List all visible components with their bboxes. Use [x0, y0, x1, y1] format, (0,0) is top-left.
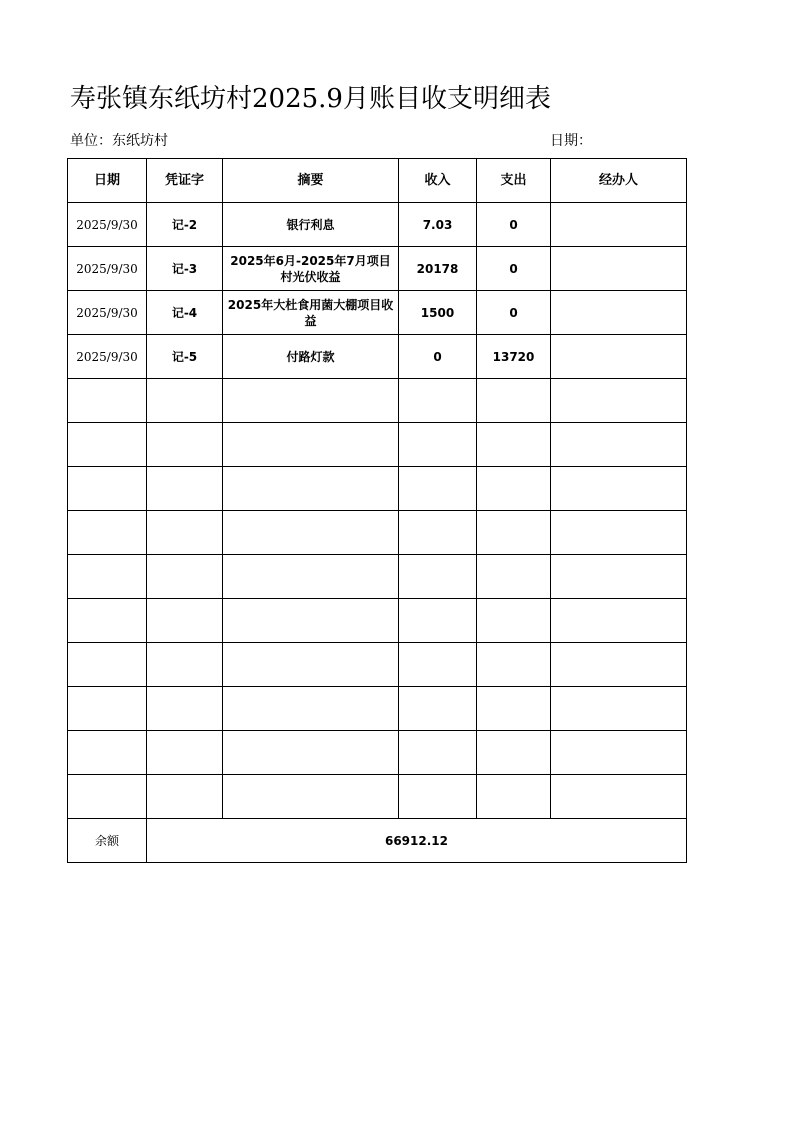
- empty-cell: [477, 731, 551, 775]
- empty-cell: [477, 379, 551, 423]
- cell-voucher: 记-2: [147, 203, 223, 247]
- empty-cell: [399, 643, 477, 687]
- balance-value: 66912.12: [147, 819, 687, 863]
- empty-cell: [477, 423, 551, 467]
- table-row: [68, 335, 687, 379]
- empty-cell: [223, 775, 399, 819]
- column-header-summary: 摘要: [223, 159, 399, 203]
- empty-row: [68, 643, 687, 687]
- empty-cell: [551, 379, 687, 423]
- empty-row: [68, 555, 687, 599]
- cell-date: 2025/9/30: [68, 203, 147, 247]
- empty-row: [68, 775, 687, 819]
- empty-cell: [477, 775, 551, 819]
- cell-income: 0: [399, 335, 477, 379]
- empty-cell: [551, 731, 687, 775]
- empty-row: [68, 379, 687, 423]
- empty-cell: [223, 599, 399, 643]
- cell-expense: 0: [477, 247, 551, 291]
- cell-date: 2025/9/30: [68, 247, 147, 291]
- empty-cell: [68, 599, 147, 643]
- cell-income: 7.03: [399, 203, 477, 247]
- empty-cell: [551, 775, 687, 819]
- cell-handler: [551, 335, 687, 379]
- column-header-income: 收入: [399, 159, 477, 203]
- ledger-table: [67, 158, 687, 863]
- cell-date: 2025/9/30: [68, 291, 147, 335]
- empty-cell: [223, 643, 399, 687]
- empty-cell: [68, 511, 147, 555]
- empty-cell: [68, 467, 147, 511]
- empty-cell: [399, 467, 477, 511]
- cell-summary: 付路灯款: [223, 335, 399, 379]
- empty-cell: [223, 379, 399, 423]
- empty-cell: [147, 687, 223, 731]
- empty-row: [68, 511, 687, 555]
- cell-summary: 2025年大杜食用菌大棚项目收益: [223, 291, 399, 335]
- empty-cell: [477, 599, 551, 643]
- empty-cell: [223, 731, 399, 775]
- empty-cell: [147, 775, 223, 819]
- table-header-row: [68, 159, 687, 203]
- empty-row: [68, 467, 687, 511]
- empty-cell: [399, 687, 477, 731]
- empty-cell: [147, 423, 223, 467]
- empty-cell: [68, 379, 147, 423]
- empty-cell: [68, 555, 147, 599]
- column-header-date: 日期: [68, 159, 147, 203]
- cell-handler: [551, 203, 687, 247]
- empty-cell: [551, 555, 687, 599]
- cell-voucher: 记-4: [147, 291, 223, 335]
- empty-cell: [147, 467, 223, 511]
- empty-cell: [68, 687, 147, 731]
- empty-cell: [147, 511, 223, 555]
- empty-cell: [399, 511, 477, 555]
- empty-cell: [223, 511, 399, 555]
- empty-cell: [551, 643, 687, 687]
- column-header-voucher: 凭证字: [147, 159, 223, 203]
- cell-expense: 0: [477, 291, 551, 335]
- empty-cell: [68, 731, 147, 775]
- empty-cell: [223, 687, 399, 731]
- table-row: [68, 203, 687, 247]
- cell-voucher: 记-3: [147, 247, 223, 291]
- empty-row: [68, 423, 687, 467]
- empty-cell: [399, 555, 477, 599]
- unit-label: 单位：东纸坊村: [70, 133, 168, 149]
- empty-cell: [551, 511, 687, 555]
- empty-cell: [147, 731, 223, 775]
- balance-row: [68, 819, 687, 863]
- cell-summary: 2025年6月-2025年7月项目村光伏收益: [223, 247, 399, 291]
- empty-cell: [223, 555, 399, 599]
- empty-cell: [551, 467, 687, 511]
- empty-cell: [399, 731, 477, 775]
- empty-row: [68, 687, 687, 731]
- empty-cell: [147, 643, 223, 687]
- cell-expense: 0: [477, 203, 551, 247]
- empty-cell: [68, 775, 147, 819]
- empty-cell: [551, 599, 687, 643]
- empty-cell: [68, 643, 147, 687]
- empty-cell: [399, 775, 477, 819]
- empty-cell: [223, 423, 399, 467]
- empty-cell: [477, 555, 551, 599]
- empty-cell: [477, 511, 551, 555]
- column-header-expense: 支出: [477, 159, 551, 203]
- empty-cell: [147, 379, 223, 423]
- column-header-handler: 经办人: [551, 159, 687, 203]
- cell-income: 1500: [399, 291, 477, 335]
- empty-cell: [551, 687, 687, 731]
- empty-cell: [399, 379, 477, 423]
- empty-cell: [147, 599, 223, 643]
- empty-row: [68, 599, 687, 643]
- empty-cell: [477, 643, 551, 687]
- empty-cell: [223, 467, 399, 511]
- empty-cell: [399, 599, 477, 643]
- cell-voucher: 记-5: [147, 335, 223, 379]
- page-title: 寿张镇东纸坊村2025.9月账目收支明细表: [70, 84, 551, 114]
- empty-cell: [477, 467, 551, 511]
- balance-label: 余额: [68, 819, 147, 863]
- empty-row: [68, 731, 687, 775]
- cell-summary: 银行利息: [223, 203, 399, 247]
- cell-expense: 13720: [477, 335, 551, 379]
- table-row: [68, 247, 687, 291]
- date-label: 日期：: [550, 133, 592, 149]
- table-row: [68, 291, 687, 335]
- cell-handler: [551, 247, 687, 291]
- empty-cell: [399, 423, 477, 467]
- empty-cell: [551, 423, 687, 467]
- empty-cell: [477, 687, 551, 731]
- cell-handler: [551, 291, 687, 335]
- empty-cell: [147, 555, 223, 599]
- cell-income: 20178: [399, 247, 477, 291]
- cell-date: 2025/9/30: [68, 335, 147, 379]
- empty-cell: [68, 423, 147, 467]
